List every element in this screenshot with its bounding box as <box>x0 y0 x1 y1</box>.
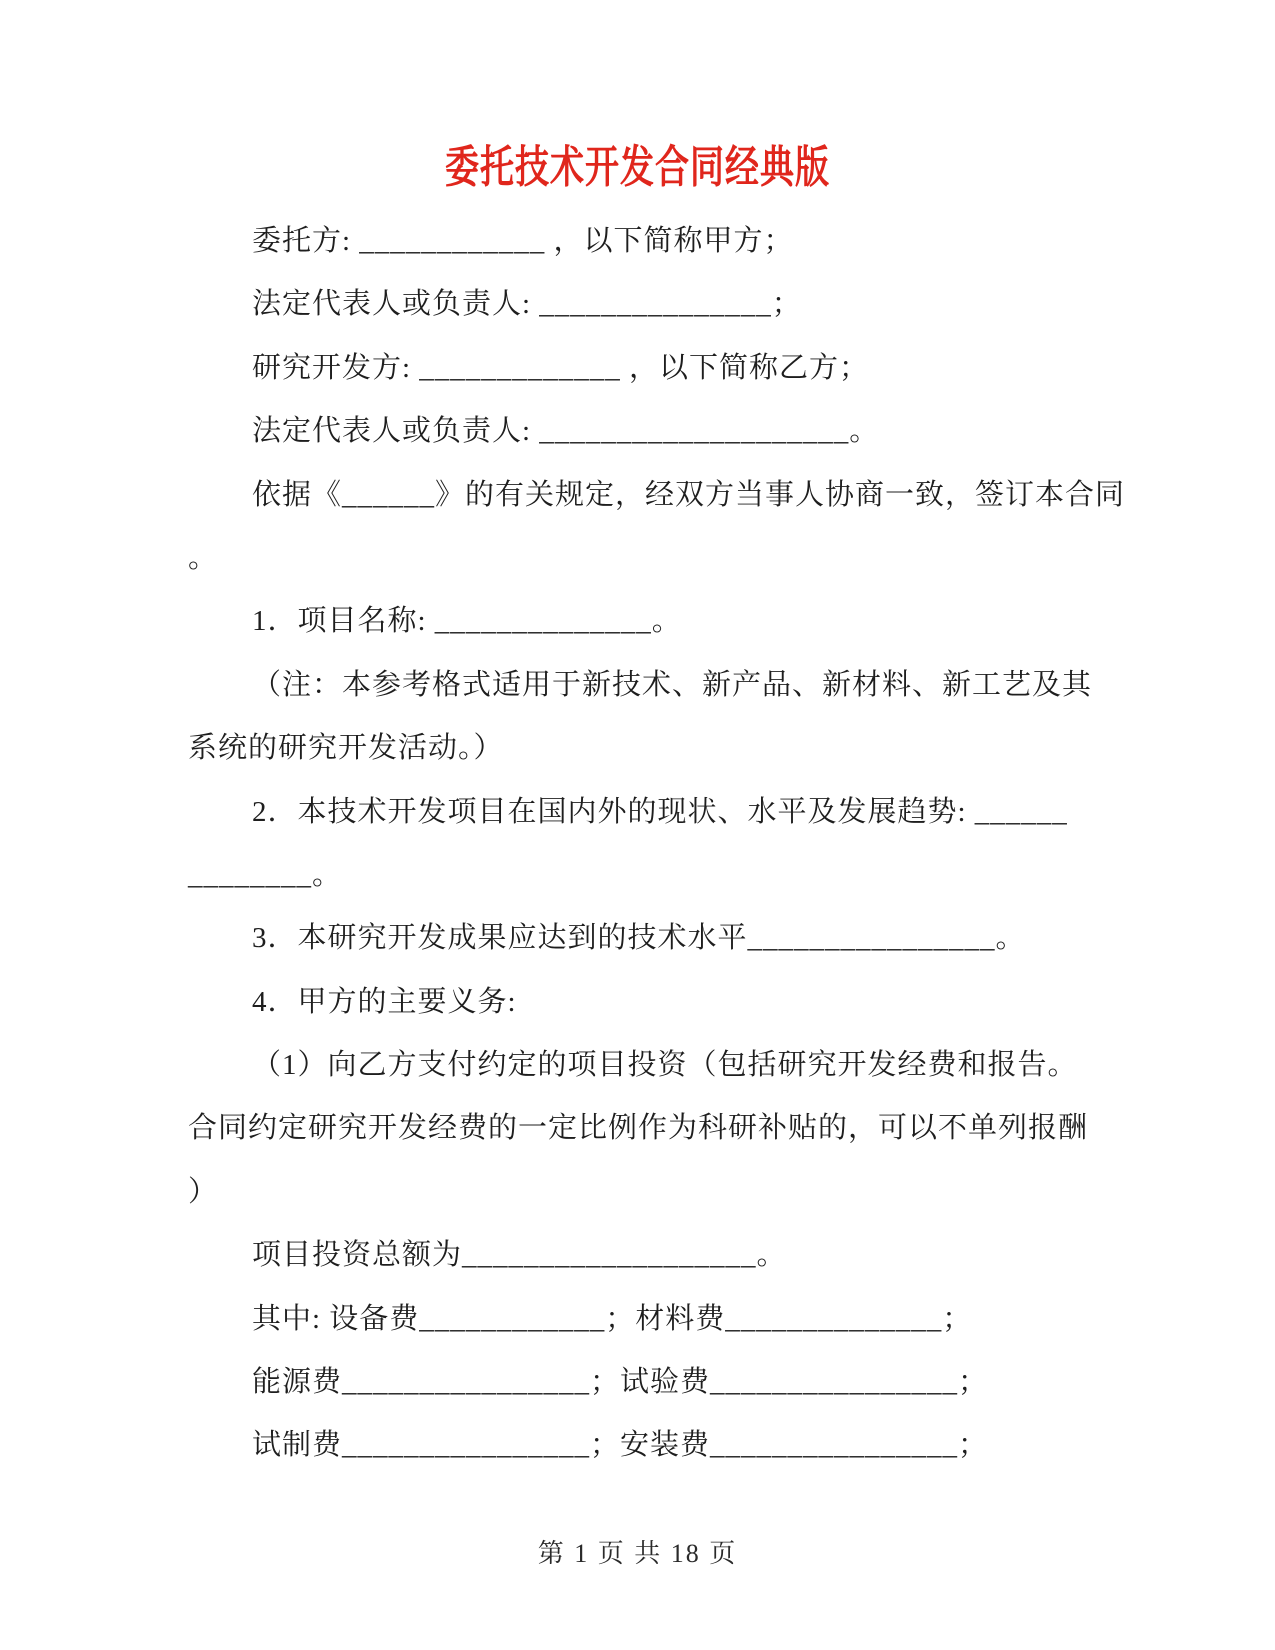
contract-line: ________。 <box>188 858 343 891</box>
contract-line: （1）向乙方支付约定的项目投资（包括研究开发经费和报告。 <box>252 1049 1078 1082</box>
contract-line: 项目投资总额为___________________。 <box>252 1239 787 1272</box>
contract-line: 2．本技术开发项目在国内外的现状、水平及发展趋势: ______ <box>252 795 1068 828</box>
contract-line: 4．甲方的主要义务: <box>252 985 517 1018</box>
contract-line: （注：本参考格式适用于新技术、新产品、新材料、新工艺及其 <box>252 668 1093 701</box>
contract-line: 研究开发方: _____________ ，以下简称乙方； <box>252 351 870 384</box>
contract-line: 。 <box>188 541 219 574</box>
contract-line: 3．本研究开发成果应达到的技术水平________________。 <box>252 922 1026 955</box>
contract-line: 法定代表人或负责人: ____________________。 <box>252 415 880 448</box>
contract-line: 法定代表人或负责人: _______________； <box>252 288 802 321</box>
contract-line: 其中: 设备费____________；材料费______________； <box>252 1302 973 1335</box>
contract-line: 委托方: ____________ ，以下简称甲方； <box>252 225 794 257</box>
contract-line: 1．项目名称: ______________。 <box>252 605 682 638</box>
contract-line: 试制费________________；安装费________________； <box>252 1429 989 1462</box>
contract-line: 依据《______》的有关规定，经双方当事人协商一致，签订本合同 <box>252 478 1126 511</box>
document-body <box>188 210 1126 1478</box>
page-title: 委托技术开发合同经典版 <box>445 144 830 193</box>
contract-line: 系统的研究开发活动。） <box>188 732 504 765</box>
contract-line: 合同约定研究开发经费的一定比例作为科研补贴的，可以不单列报酬 <box>188 1112 1089 1145</box>
page-footer: 第 1 页 共 18 页 <box>537 1539 738 1568</box>
contract-line: ） <box>188 1175 219 1208</box>
contract-line: 能源费________________；试验费________________； <box>252 1366 989 1399</box>
